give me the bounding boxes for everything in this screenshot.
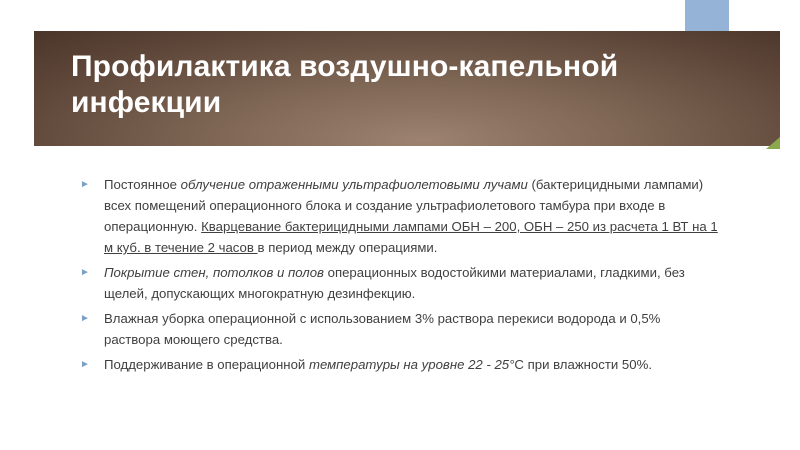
item-text-italic: облучение отраженными ультрафиолетовыми лучами: [180, 177, 528, 192]
list-item: [78, 174, 718, 258]
item-text-italic: температуры на уровне 22 - 25°: [308, 357, 515, 372]
item-text-italic: Покрытие стен, потолков и полов: [104, 265, 324, 280]
bullet-arrow-icon: ►: [80, 313, 90, 324]
item-text: Поддерживание в операционной: [104, 357, 309, 372]
list-item: [78, 262, 718, 304]
item-text-underlined: Кварцевание бактерицидными лампами ОБН – 200, ОБН – 250 из расчета 1 ВТ на 1 м куб. в течение 2 часов: [104, 219, 718, 255]
slide-title: Профилактика воздушно-капельной инфекции: [71, 50, 619, 119]
item-text: (бактерицидными лампами) всех помещений операционного блока и создание ультрафиолетового тамбура при входе в операционную.: [104, 177, 704, 234]
item-text: в период между операциями.: [257, 240, 438, 255]
bullet-arrow-icon: ►: [80, 267, 90, 278]
corner-triangle-decoration: [766, 137, 780, 149]
list-item: [78, 308, 718, 350]
bullet-arrow-icon: ►: [80, 179, 90, 190]
item-text: Постоянное: [104, 177, 181, 192]
list-item: [78, 354, 718, 375]
item-text: С при влажности 50%.: [514, 357, 652, 372]
item-text: операционных водостойкими материалами, гладкими, без щелей, допускающих многократную дезинфекцию.: [104, 265, 685, 301]
bullet-list: [78, 174, 718, 379]
bullet-arrow-icon: ►: [80, 359, 90, 370]
item-text: Влажная уборка операционной с использованием 3% раствора перекиси водорода и 0,5% раствора моющего средства.: [104, 311, 661, 347]
